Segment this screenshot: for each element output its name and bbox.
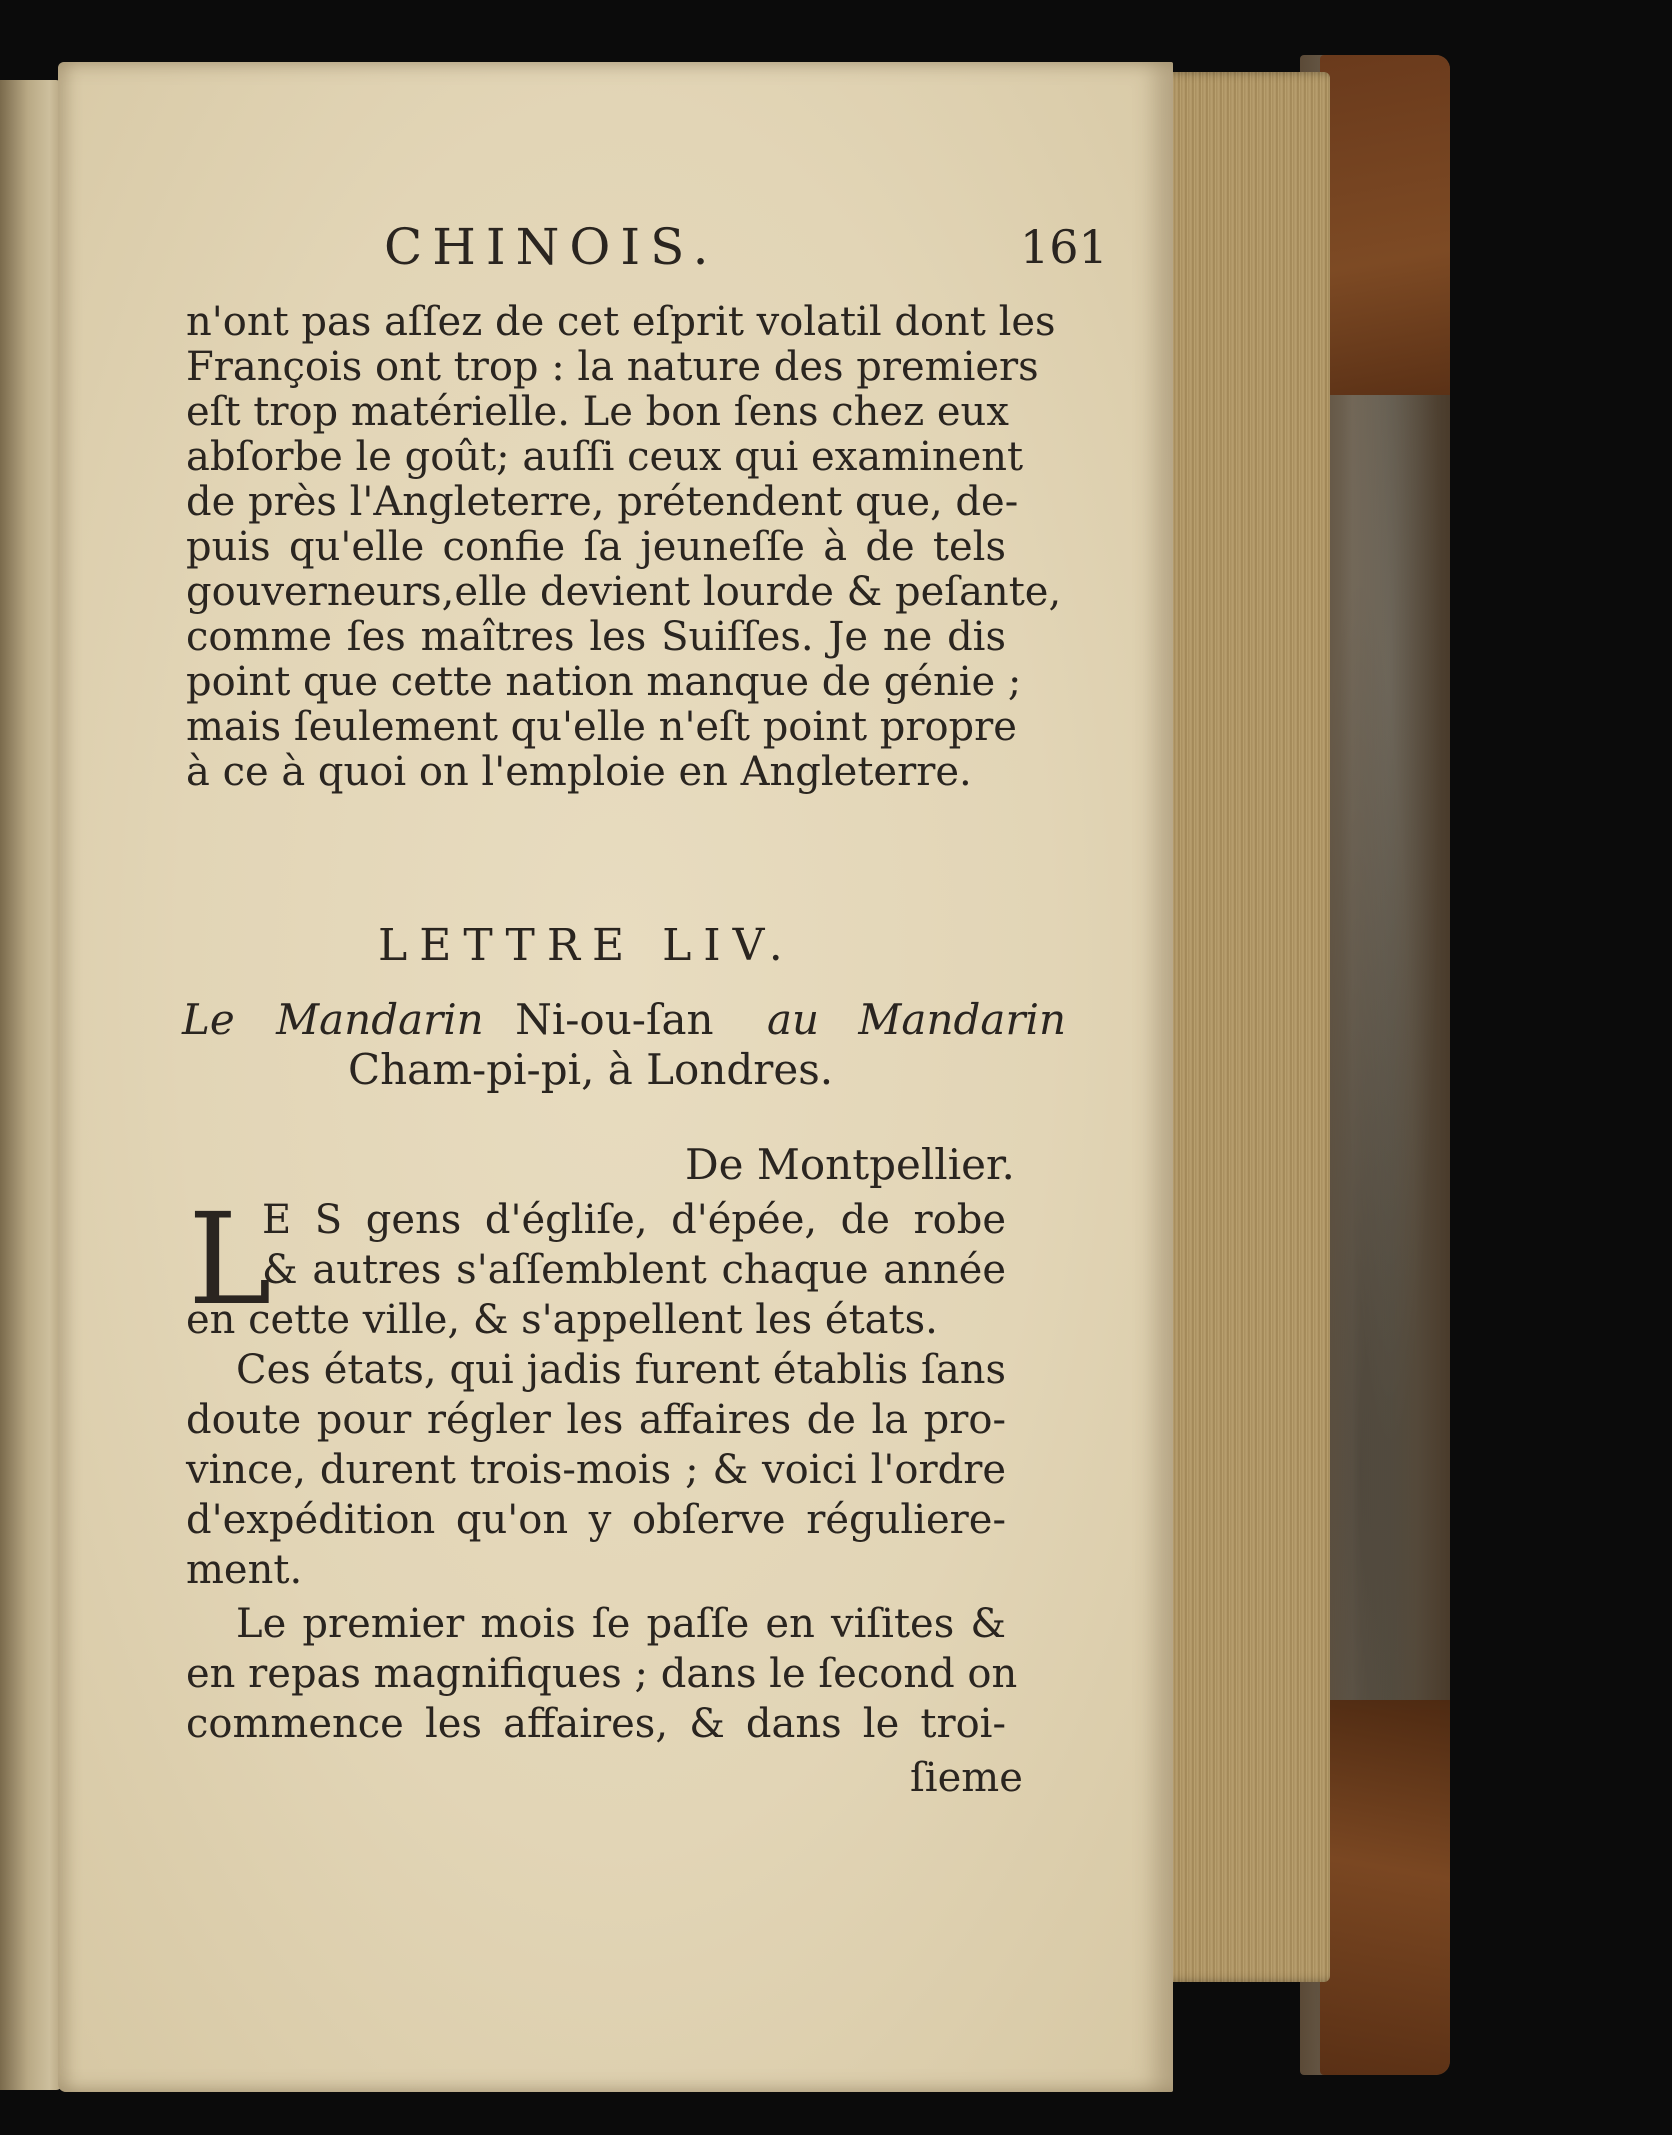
text-line: doute pour régler les affaires de la pro-: [186, 1397, 1006, 1443]
page-number: 161: [1020, 220, 1108, 274]
text-line: François ont trop : la nature des premiers: [186, 344, 1039, 390]
address-sender-name: Ni-ou-ſan: [515, 995, 714, 1044]
dateline: De Montpellier.: [685, 1140, 1015, 1189]
catchword: ſieme: [910, 1755, 1023, 1801]
address-mandarin-2: Mandarin: [858, 995, 1067, 1044]
text-line: gouverneurs,elle devient lourde & peſante,: [186, 569, 1062, 615]
leather-corner-bottom: [1320, 1700, 1450, 2075]
text-line: comme ſes maîtres les Suiſſes. Je ne dis: [186, 614, 1006, 660]
text-line: mais ſeulement qu'elle n'eſt point propre: [186, 704, 1017, 750]
text-line: commence les affaires, & dans le troi-: [186, 1701, 1006, 1747]
text-line: & autres s'aſſemblent chaque année: [262, 1247, 1006, 1293]
text-line: puis qu'elle confie ſa jeuneſſe à de tels: [186, 524, 1006, 570]
text-line: abſorbe le goût; auſſi ceux qui examinent: [186, 434, 1024, 480]
text-line: Le premier mois ſe paſſe en viſites &: [236, 1601, 1006, 1647]
text-line: eſt trop matérielle. Le bon ſens chez eux: [186, 389, 1009, 435]
text-line: de près l'Angleterre, prétendent que, de-: [186, 479, 1019, 525]
page-block-edges: [1160, 72, 1330, 1982]
address-le: Le: [182, 995, 235, 1044]
text-line: E S gens d'égliſe, d'épée, de robe: [262, 1197, 1006, 1243]
address-line-2: Cham-pi-pi, à Londres.: [348, 1045, 834, 1094]
text-line: point que cette nation manque de génie ;: [186, 659, 1022, 705]
text-line: Ces états, qui jadis furent établis ſans: [236, 1347, 1006, 1393]
letter-heading: LETTRE LIV.: [378, 920, 795, 971]
text-line: d'expédition qu'on y obſerve réguliere-: [186, 1497, 1006, 1543]
address-au: au: [766, 995, 820, 1044]
text-line: en cette ville, & s'appellent les états.: [186, 1297, 938, 1343]
text-line: ment.: [186, 1547, 303, 1593]
text-line: n'ont pas aſſez de cet eſprit volatil dont les: [186, 299, 1056, 345]
text-line: en repas magnifiques ; dans le ſecond on: [186, 1651, 1018, 1697]
previous-page-edge: [0, 80, 62, 2090]
drop-cap: L: [188, 1186, 272, 1333]
leather-corner-top: [1320, 55, 1450, 395]
address-line-1: [182, 995, 1066, 1044]
running-head: CHINOIS.: [384, 218, 719, 276]
address-mandarin-1: Mandarin: [276, 995, 484, 1044]
text-line: vince, durent trois-mois ; & voici l'ordre: [186, 1447, 1006, 1493]
text-line: à ce à quoi on l'emploie en Angleterre.: [186, 749, 972, 795]
